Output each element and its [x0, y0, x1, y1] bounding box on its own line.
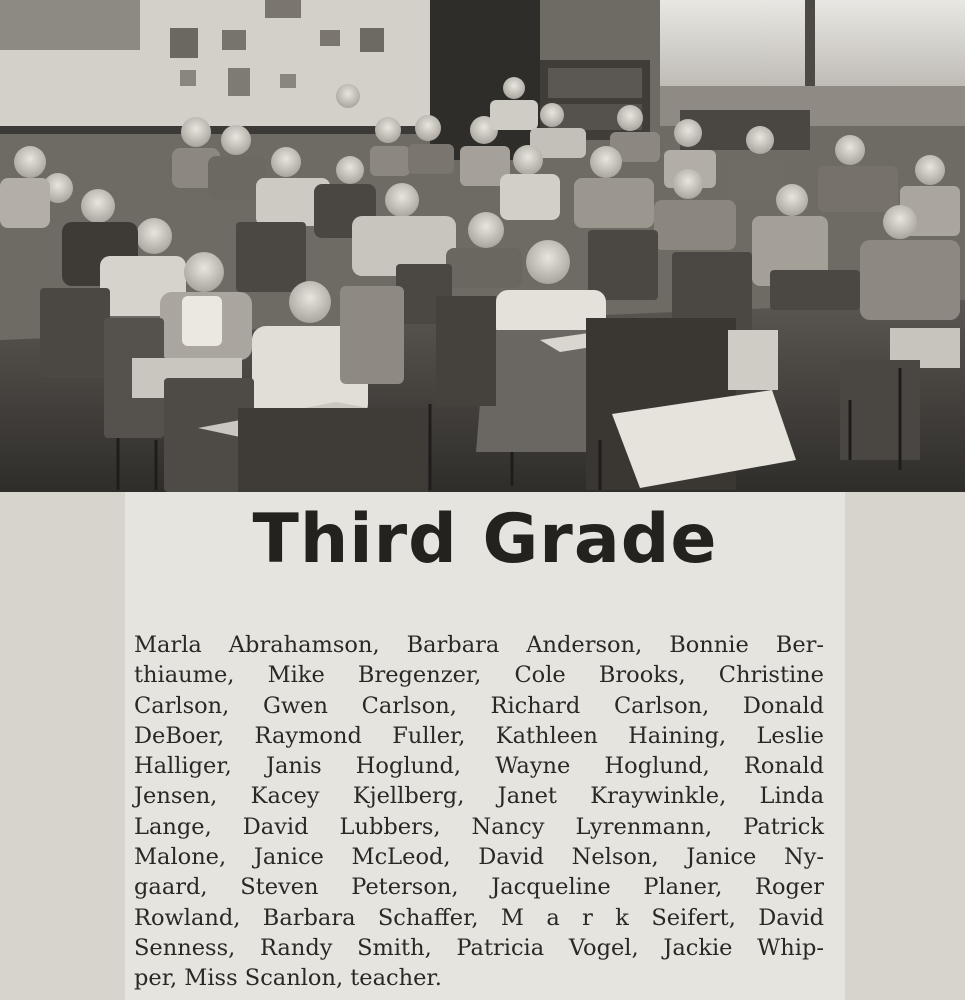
- name-line: gaard, Steven Peterson, Jacqueline Planer, Roger: [134, 874, 824, 901]
- name-line: thiaume, Mike Bregenzer, Cole Brooks, Christine: [134, 662, 824, 689]
- name-line: Jensen, Kacey Kjellberg, Janet Kraywinkle, Linda: [134, 783, 824, 810]
- name-line: Halliger, Janis Hoglund, Wayne Hoglund, Ronald: [134, 753, 824, 780]
- name-line: Rowland, Barbara Schaffer, M a r k Seifert, David: [134, 904, 824, 931]
- name-line: Malone, Janice McLeod, David Nelson, Janice Ny-: [134, 844, 824, 871]
- page-title: Third Grade: [252, 500, 718, 579]
- class-photo: [0, 0, 965, 492]
- name-line: per, Miss Scanlon, teacher.: [134, 965, 442, 992]
- name-line: Lange, David Lubbers, Nancy Lyrenmann, Patrick: [134, 813, 824, 840]
- name-line: Carlson, Gwen Carlson, Richard Carlson, Donald: [134, 692, 824, 719]
- class-photo-illustration: [0, 0, 965, 492]
- name-line: DeBoer, Raymond Fuller, Kathleen Haining, Leslie: [134, 722, 824, 749]
- caption-panel: [125, 492, 845, 1000]
- name-line: Marla Abrahamson, Barbara Anderson, Bonnie Ber-: [134, 632, 824, 658]
- student-name-list: [134, 630, 824, 994]
- name-line: Senness, Randy Smith, Patricia Vogel, Jackie Whip-: [134, 934, 824, 961]
